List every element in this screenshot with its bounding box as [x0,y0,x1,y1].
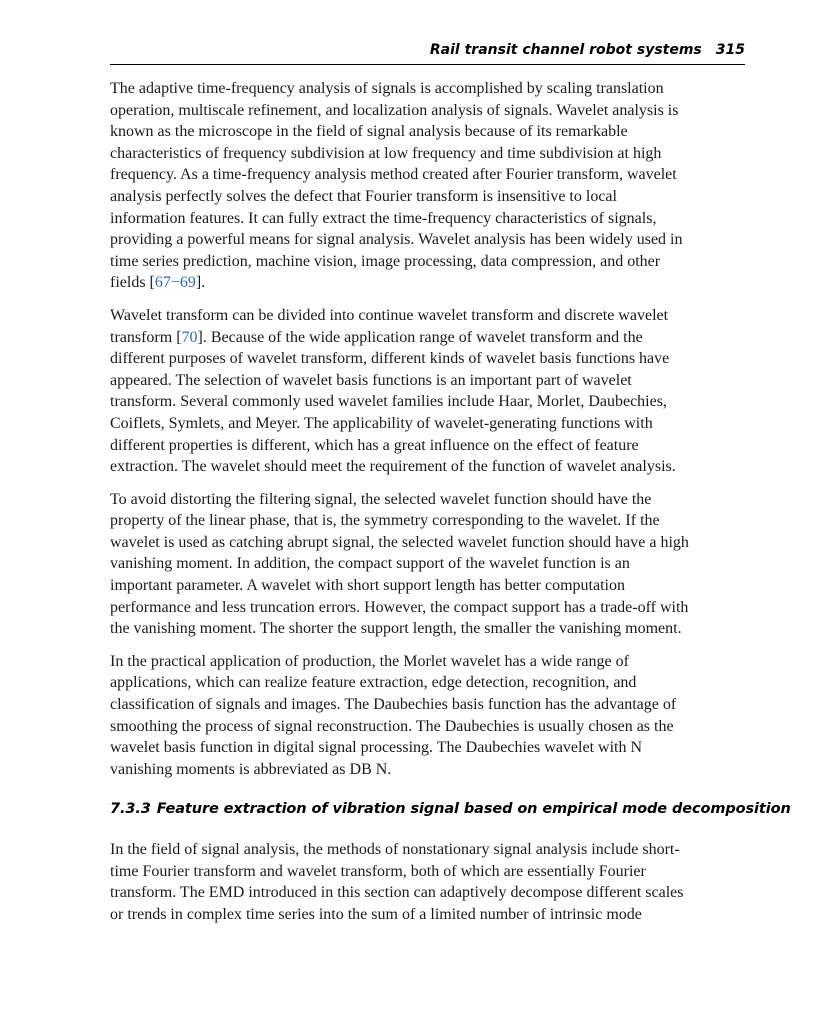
paragraph-3 [110,489,740,640]
paragraph-4 [110,651,740,781]
paragraph-1 [110,78,740,294]
text-line: appeared. The selection of wavelet basis functions is an important part of wavelet [110,371,632,389]
text-line [110,327,740,349]
text-line: wavelet basis function in digital signal processing. The Daubechies wavelet with N [110,739,643,757]
text-line: In the practical application of production, the Morlet wavelet has a wide range of [110,652,629,670]
text-line: extraction. The wavelet should meet the requirement of the function of wavelet analysis. [110,458,676,476]
text-line: vanishing moments is abbreviated as DB N. [110,760,392,778]
text-line: performance and less truncation errors. However, the compact support has a trade-off with [110,598,689,616]
text-line: characteristics of frequency subdivision at low frequency and time subdivision at high [110,144,662,162]
text-fragment: fields [ [110,274,155,292]
paragraph-5 [110,839,740,925]
text-line: operation, multiscale refinement, and localization analysis of signals. Wavelet analysis is [110,101,679,119]
section-number: 7.3.3 [110,801,151,818]
text-line: the vanishing moment. The shorter the support length, the smaller the vanishing moment. [110,620,682,638]
text-line: different properties is different, which has a great influence on the effect of feature [110,436,639,454]
text-line: time series prediction, machine vision, image processing, data compression, and other [110,252,661,270]
text-line: applications, which can realize feature extraction, edge detection, recognition, and [110,674,637,692]
running-title: Rail transit channel robot systems [429,42,702,58]
text-line: analysis perfectly solves the defect that Fourier transform is insensitive to local [110,187,617,205]
text-line: To avoid distorting the filtering signal, the selected wavelet function should have the [110,490,652,508]
running-header [110,40,745,65]
text-line: transform. The EMD introduced in this section can adaptively decompose different scales [110,884,684,902]
citation-link[interactable]: 67−69 [154,274,196,292]
text-line: important parameter. A wavelet with short support length has better computation [110,577,625,595]
text-fragment: transform [ [110,328,182,346]
section-heading [110,799,791,821]
text-line: frequency. As a time-frequency analysis method created after Fourier transform, wavelet [110,166,677,184]
text-line: Coiflets, Symlets, and Meyer. The applicability of wavelet-generating functions with [110,414,653,432]
text-line [110,272,740,294]
text-fragment: ]. [195,274,206,292]
text-line: The adaptive time-frequency analysis of signals is accomplished by scaling translation [110,80,664,97]
text-line: vanishing moment. In addition, the compact support of the wavelet function is an [110,555,630,573]
text-line: transform. Several commonly used wavelet families include Haar, Morlet, Daubechies, [110,393,667,411]
page-number: 315 [715,42,745,58]
text-line: Wavelet transform can be divided into continue wavelet transform and discrete wavelet [110,306,669,324]
text-line: wavelet is used as catching abrupt signal, the selected wavelet function should have a high [110,533,689,551]
text-line: known as the microscope in the field of signal analysis because of its remarkable [110,123,628,141]
text-line: property of the linear phase, that is, the symmetry corresponding to the wavelet. If the [110,512,660,530]
text-line: information features. It can fully extract the time-frequency characteristics of signals, [110,209,657,227]
text-line: In the field of signal analysis, the methods of nonstationary signal analysis include short- [110,841,680,858]
section-title: Feature extraction of vibration signal based on empirical mode decomposition [156,801,791,818]
body-text [110,78,791,936]
paragraph-2 [110,305,740,478]
text-line: different purposes of wavelet transform, different kinds of wavelet basis functions have [110,350,670,368]
text-line: or trends in complex time series into the sum of a limited number of intrinsic mode [110,905,642,923]
text-line: smoothing the process of signal reconstruction. The Daubechies is usually chosen as the [110,717,674,735]
text-line: time Fourier transform and wavelet transform, both of which are essentially Fourier [110,862,646,880]
text-fragment: ]. Because of the wide application range of wavelet transform and the [197,328,643,346]
text-line: classification of signals and images. The Daubechies basis function has the advantage of [110,696,677,714]
citation-link[interactable]: 70 [181,328,198,346]
text-line: providing a powerful means for signal analysis. Wavelet analysis has been widely used in [110,231,683,249]
